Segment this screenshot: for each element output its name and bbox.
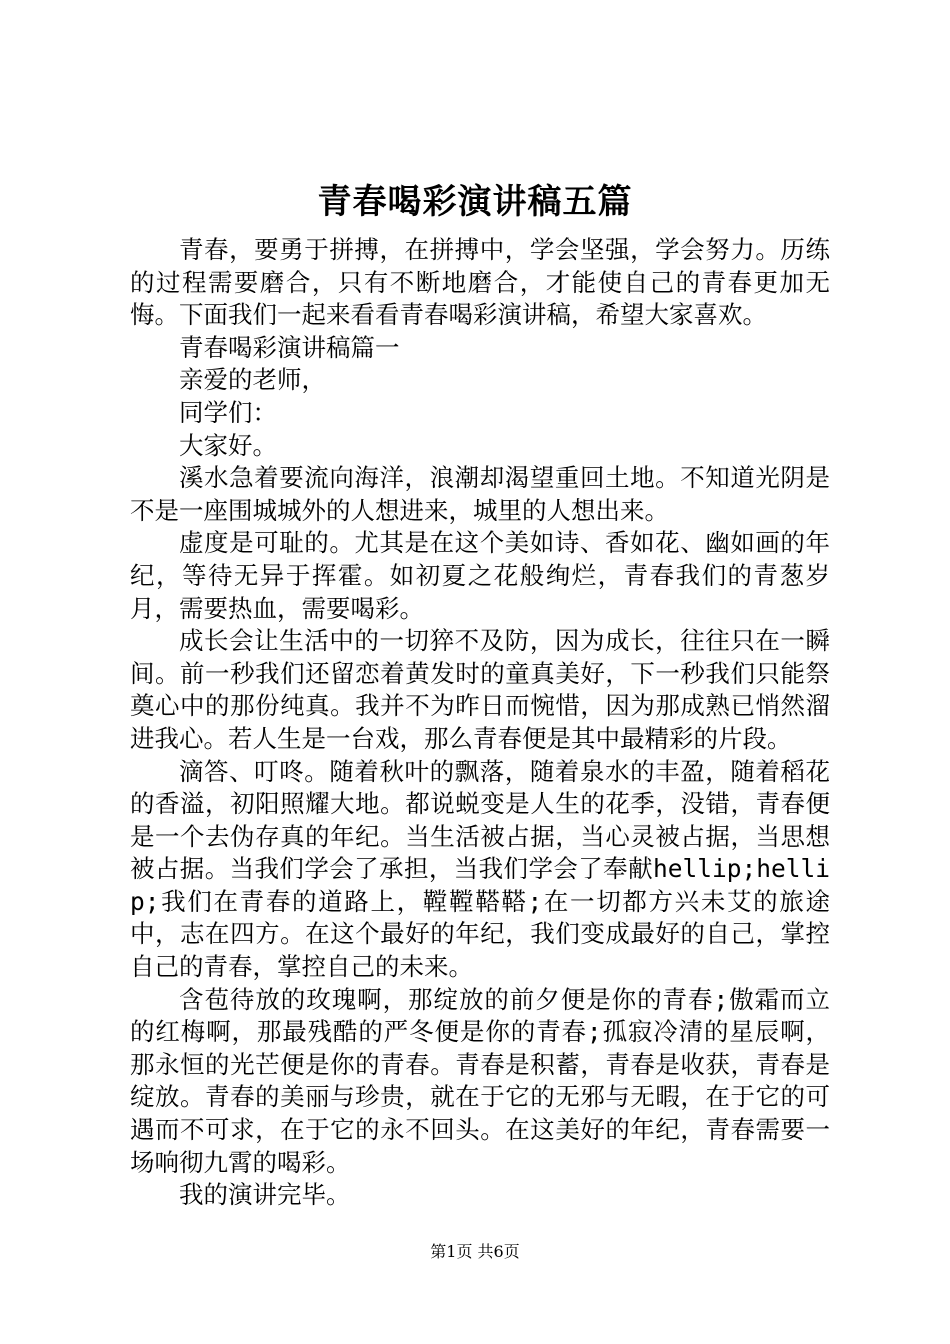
paragraph-body: 溪水急着要流向海洋，浪潮却渴望重回土地。不知道光阴是不是一座围城城外的人想进来，城里的人想出来。 bbox=[130, 463, 830, 525]
page-number-footer: 第1页 共6页 bbox=[430, 1242, 520, 1261]
paragraph-body: 滴答、叮咚。随着秋叶的飘落，随着泉水的丰盈，随着稻花的香溢，初阳照耀大地。都说蜕变是人生的花季，没错，青春便是一个去伪存真的年纪。当生活被占据，当心灵被占据，当思想被占据。当我们学会了承担，当我们学会了奉献hellip;hellip;我们在青春的道路上，鞺鞺鞳鞳;在一切都方兴未艾的旅途中，志在四方。在这个最好的年纪，我们变成最好的自己，掌控自己的青春，掌控自己的未来。 bbox=[130, 756, 830, 982]
paragraph-salutation-students: 同学们： bbox=[179, 397, 277, 427]
paragraph-greeting: 大家好。 bbox=[179, 430, 277, 460]
document-title: 青春喝彩演讲稿五篇 bbox=[317, 182, 633, 222]
paragraph-intro: 青春，要勇于拼搏，在拼搏中，学会坚强，学会努力。历练的过程需要磨合，只有不断地磨合，才能使自己的青春更加无悔。下面我们一起来看看青春喝彩演讲稿，希望大家喜欢。 bbox=[130, 235, 830, 330]
document-body bbox=[130, 234, 830, 1212]
paragraph-closing: 我的演讲完毕。 bbox=[179, 1180, 351, 1210]
paragraph-section-heading: 青春喝彩演讲稿篇一 bbox=[179, 332, 400, 362]
paragraph-body: 成长会让生活中的一切猝不及防，因为成长，往往只在一瞬间。前一秒我们还留恋着黄发时的童真美好，下一秒我们只能祭奠心中的那份纯真。我并不为昨日而惋惜，因为那成熟已悄然溜进我心。若人生是一台戏，那么青春便是其中最精彩的片段。 bbox=[130, 626, 830, 753]
paragraph-salutation-teacher: 亲爱的老师， bbox=[179, 365, 326, 395]
paragraph-body: 含苞待放的玫瑰啊，那绽放的前夕便是你的青春;傲霜而立的红梅啊，那最残酷的严冬便是你的青春;孤寂冷清的星辰啊，那永恒的光芒便是你的青春。青春是积蓄，青春是收获，青春是绽放。青春的美丽与珍贵，就在于它的无邪与无暇，在于它的可遇而不可求，在于它的永不回头。在这美好的年纪，青春需要一场响彻九霄的喝彩。 bbox=[130, 984, 830, 1177]
paragraph-body: 虚度是可耻的。尤其是在这个美如诗、香如花、幽如画的年纪，等待无异于挥霍。如初夏之花般绚烂，青春我们的青葱岁月，需要热血，需要喝彩。 bbox=[130, 528, 830, 623]
